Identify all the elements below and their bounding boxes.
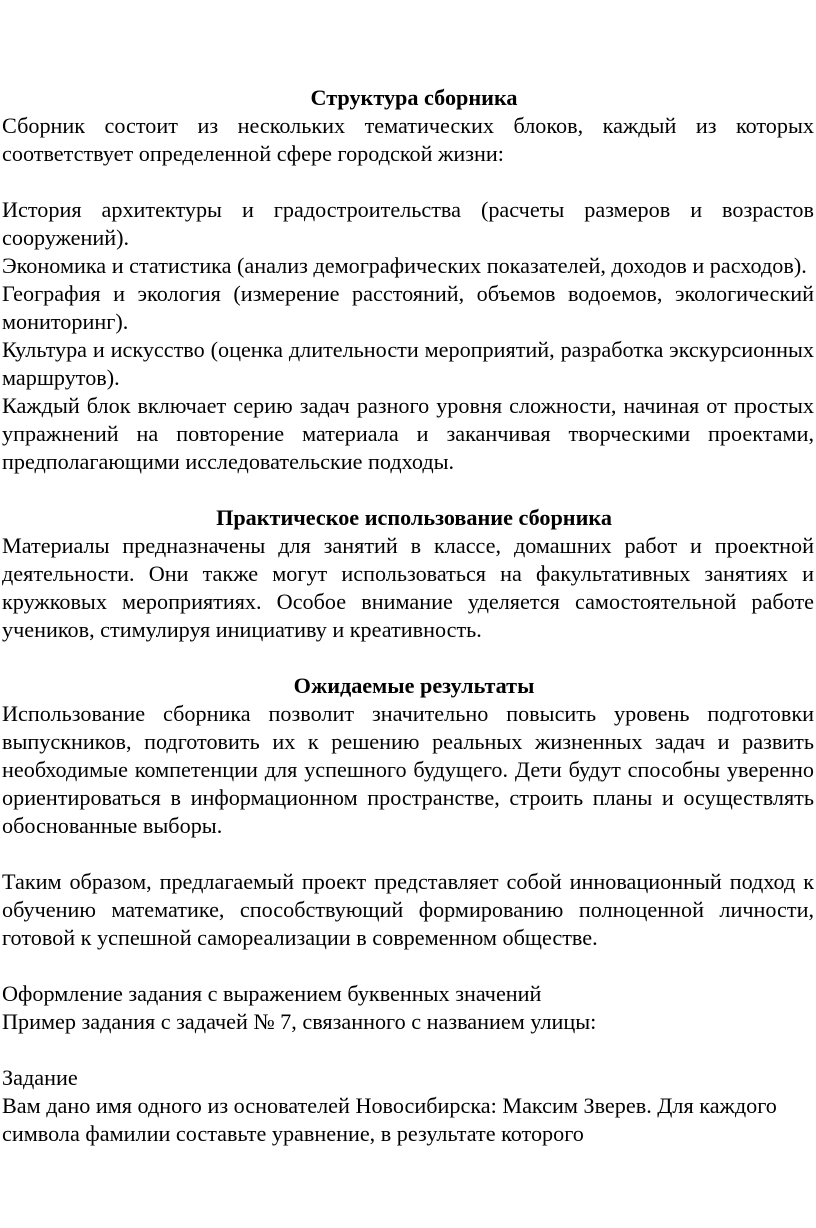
conclusion-paragraph: Таким образом, предлагаемый проект представляет собой инновационный подход к обучению математике, способствующий формированию полноценной личности, готовой к успешной самореализации в современном обществе. bbox=[2, 869, 814, 950]
block-item-culture: Культура и искусство (оценка длительности мероприятий, разработка экскурсионных маршрутов). bbox=[2, 337, 814, 390]
structure-intro: Сборник состоит из нескольких тематических блоков, каждый из которых соответствует определенной сфере городской жизни: bbox=[2, 113, 814, 166]
task-example-line: Пример задания с задачей № 7, связанного с названием улицы: bbox=[2, 1009, 597, 1034]
spacer bbox=[2, 840, 814, 868]
structure-summary: Каждый блок включает серию задач разного уровня сложности, начиная от простых упражнений на повторение материала и заканчивая творческими проектами, предполагающими исследовательские подходы. bbox=[2, 393, 814, 474]
section-title-structure: Структура сборника bbox=[310, 85, 518, 110]
task-text: Вам дано имя одного из основателей Новосибирска: Максим Зверев. Для каждого символа фамилии составьте уравнение, в результате которого bbox=[2, 1093, 777, 1146]
spacer bbox=[2, 476, 814, 504]
block-item-geography: География и экология (измерение расстояний, объемов водоемов, экологический мониторинг). bbox=[2, 281, 814, 334]
spacer bbox=[2, 1036, 814, 1064]
expected-results-body: Использование сборника позволит значительно повысить уровень подготовки выпускников, подготовить их к решению реальных жизненных задач и развить необходимые компетенции для успешного будущего. Дети будут способны уверенно ориентироваться в информационном пространстве, строить планы и осуществлять обоснованные выборы. bbox=[2, 701, 814, 838]
block-item-history: История архитектуры и градостроительства (расчеты размеров и возрастов сооружений). bbox=[2, 197, 814, 250]
section-title-practical-use: Практическое использование сборника bbox=[216, 505, 612, 530]
practical-use-body: Материалы предназначены для занятий в классе, домашних работ и проектной деятельности. Они также могут использоваться на факультативных занятиях и кружковых мероприятиях. Особое внимание уделяется самостоятельной работе учеников, стимулируя инициативу и креативность. bbox=[2, 533, 814, 642]
task-section-title: Оформление задания с выражением буквенных значений bbox=[2, 981, 542, 1006]
task-label: Задание bbox=[2, 1065, 78, 1090]
section-title-expected-results: Ожидаемые результаты bbox=[293, 673, 535, 698]
spacer bbox=[2, 168, 814, 196]
block-item-economics: Экономика и статистика (анализ демографических показателей, доходов и расходов). bbox=[2, 253, 807, 278]
spacer bbox=[2, 644, 814, 672]
spacer bbox=[2, 952, 814, 980]
